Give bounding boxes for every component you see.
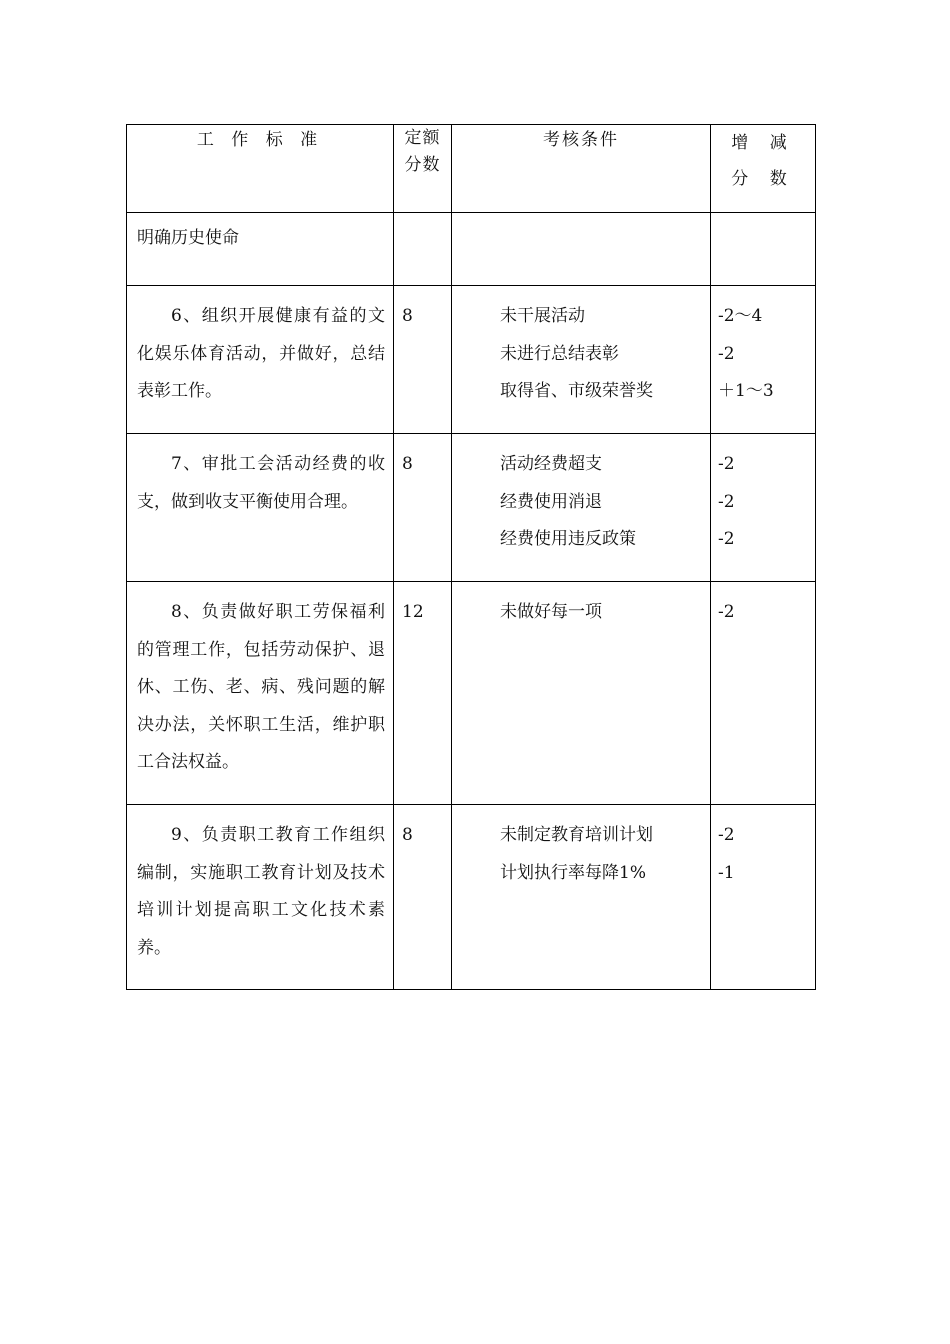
standard-cell: 9、负责职工教育工作组织编制，实施职工教育计划及技术培训计划提高职工文化技术素养。 <box>127 805 394 990</box>
section-row <box>127 213 816 286</box>
quota-cell: 8 <box>394 434 452 582</box>
adjust-item: -2 <box>718 529 735 549</box>
adjust-item: -2 <box>718 491 735 512</box>
header-standard <box>127 125 394 213</box>
header-condition <box>452 125 711 213</box>
adjust-item: -2 <box>718 602 735 622</box>
condition-item: 活动经费超支 <box>500 454 602 474</box>
header-adjust-line1: 增 减 <box>731 133 795 153</box>
adjust-item: -1 <box>718 862 735 883</box>
section-empty-adjust <box>711 213 816 286</box>
condition-cell <box>452 434 711 582</box>
header-condition-text: 考核条件 <box>543 130 619 150</box>
header-adjust-line2: 分 数 <box>731 169 795 189</box>
table-row <box>127 805 816 990</box>
adjust-item: -2～4 <box>718 306 763 326</box>
adjust-cell <box>711 582 816 805</box>
quota-cell: 12 <box>394 582 452 805</box>
condition-item: 未制定教育培训计划 <box>500 825 653 845</box>
standard-cell: 8、负责做好职工劳保福利的管理工作，包括劳动保护、退休、工伤、老、病、残问题的解决办法，关怀职工生活，维护职工合法权益。 <box>127 582 394 805</box>
table-row <box>127 582 816 805</box>
adjust-item: ＋1～3 <box>718 381 774 401</box>
condition-cell <box>452 805 711 990</box>
header-standard-text: 工 作 标 准 <box>196 130 324 150</box>
header-quota-line1: 定额 <box>404 128 441 148</box>
table-row <box>127 286 816 434</box>
quota-cell: 8 <box>394 805 452 990</box>
section-empty-quota <box>394 213 452 286</box>
condition-item: 经费使用违反政策 <box>500 529 636 549</box>
header-adjust <box>711 125 816 213</box>
work-standard-table <box>126 124 816 990</box>
adjust-cell <box>711 286 816 434</box>
condition-item: 经费使用消退 <box>500 491 602 512</box>
table-row <box>127 434 816 582</box>
adjust-item: -2 <box>718 343 735 364</box>
condition-cell <box>452 286 711 434</box>
condition-cell <box>452 582 711 805</box>
header-quota-line2: 分数 <box>404 155 441 175</box>
adjust-item: -2 <box>718 825 735 845</box>
header-row <box>127 125 816 213</box>
section-empty-condition <box>452 213 711 286</box>
adjust-cell <box>711 434 816 582</box>
condition-item: 未进行总结表彰 <box>500 343 619 364</box>
standard-cell: 7、审批工会活动经费的收支，做到收支平衡使用合理。 <box>127 434 394 582</box>
quota-cell: 8 <box>394 286 452 434</box>
condition-item: 未干展活动 <box>500 306 585 326</box>
section-label: 明确历史使命 <box>127 213 394 286</box>
condition-item: 取得省、市级荣誉奖 <box>500 381 653 401</box>
adjust-cell <box>711 805 816 990</box>
header-quota <box>394 125 452 213</box>
condition-item: 计划执行率每降1% <box>500 862 646 883</box>
condition-item: 未做好每一项 <box>500 602 602 622</box>
standard-cell: 6、组织开展健康有益的文化娱乐体育活动，并做好，总结表彰工作。 <box>127 286 394 434</box>
adjust-item: -2 <box>718 454 735 474</box>
